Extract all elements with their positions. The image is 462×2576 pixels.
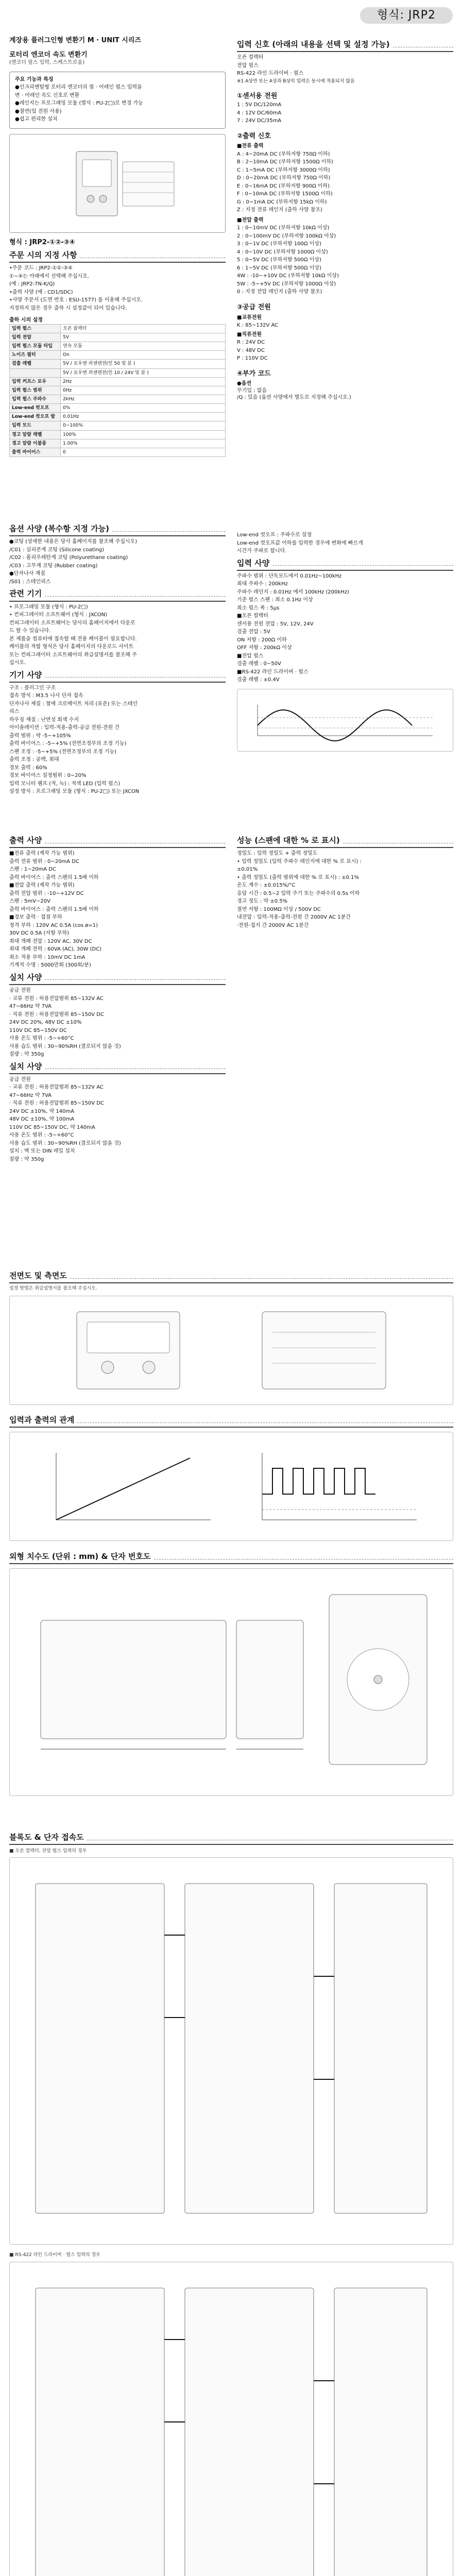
ordering-line: •사양 주문서 (도면 번호 : ESU-1577) 를 이용해 주십시오. [9, 297, 143, 303]
table-cell: 5V / 로우엔 퍼센텐전(인 50 및 분 ) [61, 360, 226, 368]
dimensions-header [9, 1551, 453, 1564]
ordering-line: 지정하지 않은 경우 출하 시 설정값이 되어 있습니다. [9, 305, 127, 311]
general-header [9, 670, 226, 683]
product-image [9, 134, 226, 233]
power-title: ③공급 전원 [237, 303, 271, 311]
front-panel-title: 전면도 및 측면도 [9, 1271, 67, 1280]
output-subtitle: ■전류 출력 [237, 143, 264, 149]
output-spec-items [9, 850, 226, 969]
performance-title: 성능 (스팬에 대한 % 로 표시) [237, 836, 340, 845]
output-spec-item: 스팬 : 5mV~20V [9, 899, 50, 905]
sensor-title: ①센서용 전원 [237, 92, 278, 100]
install-dc-title: 실치 사양 [9, 1061, 42, 1071]
input-spec-item: ■오픈 컬렉터 [237, 613, 268, 619]
io-relation-header [9, 1415, 453, 1428]
general-title: 기기 사양 [9, 670, 42, 680]
block-figure-2 [9, 2262, 453, 2576]
output-items [237, 151, 453, 214]
ordering-table [9, 324, 226, 457]
general-item: 단자나사 재질 : 철에 크로메이트 처리 (표준) 또는 스테인 [9, 701, 138, 707]
power-dc-item: V : 48V DC [237, 347, 265, 353]
table-row [10, 342, 226, 351]
install-dc-items [9, 1076, 226, 1163]
install-dc-item: · 직류 전원 : 허용전압범위 85~150V DC [9, 1100, 104, 1107]
output-spec-title: 출력 사양 [9, 836, 42, 845]
output-spec-item: ■전압 출력 (제작 가능 범위) [9, 883, 75, 889]
table-row [10, 413, 226, 421]
related-header [9, 588, 226, 601]
voltage-subtitle: ■전압 출력 [237, 217, 264, 223]
section-divider [80, 252, 226, 258]
option-spec-item: ●코팅 (상세한 내용은 당사 홈페이지를 참조해 주십시오) [9, 539, 138, 545]
input-signal-line: 전압 펄스 [237, 62, 259, 69]
section-divider [154, 1554, 454, 1560]
related-item: • 프로그래밍 모듈 (형식 : PU-2□) [9, 604, 88, 610]
table-row [10, 351, 226, 360]
output-item: G : 0~1mA DC (부하저항 15kΩ 이하) [237, 199, 327, 205]
table-cell: 입력 커프스 로우 [10, 377, 61, 386]
table-cell: 경고 알람 이불릉 [10, 439, 61, 448]
table-cell: 입력 펄스 [10, 324, 61, 333]
block-subtitle-1: ■ 오픈 컬렉터, 전압 펄스 입력의 경우 [9, 1849, 87, 1854]
general-item: 경보 바이어스 설정범위 : 0~20% [9, 773, 87, 779]
input-spec-item: ON 저항 : 200Ω 이하 [237, 637, 287, 643]
power-dc-item: R : 24V DC [237, 340, 265, 346]
related-item: 본 제품을 컴퓨터에 접속할 때 전용 케이블이 필요합니다. [9, 636, 137, 642]
power-ac-item: K : 85~132V AC [237, 323, 279, 329]
power-dc-item: P : 110V DC [237, 355, 268, 362]
input-signal-line: 오픈 컬렉터 [237, 55, 264, 61]
table-cell: 노이즈 필터 [10, 351, 61, 360]
general-item: 리스 [9, 709, 20, 715]
spec-right-col [237, 520, 453, 796]
output-spec-item: 출력 바이어스 : 출력 스팬의 1.5배 이하 [9, 906, 99, 912]
performance-item: 경고 정도 : 약 ±0.5% [237, 899, 288, 905]
option-sub1: ●옵션 [237, 381, 252, 387]
table-row [10, 360, 226, 368]
table-cell: 100% [61, 430, 226, 439]
related-item: 케이블의 적합 형식은 당사 홈페이지의 다운로드 사이트 [9, 644, 134, 650]
table-cell: 0~100% [61, 421, 226, 430]
general-item: 접속 방식 : M3.5 나사 단자 접속 [9, 693, 83, 699]
table-cell: 입력 펄스 모듈 타입 [10, 342, 61, 351]
install-ac-item: 공급 전원 [9, 988, 31, 993]
power-dc-title: ■직류전원 [237, 331, 262, 337]
output-item: D : 0~20mA DC (부하저항 750Ω 이하) [237, 175, 331, 181]
voltage-item: 5W : -5~+5V DC (부하저항 1000Ω 이상) [237, 281, 336, 287]
input-signal-lines [237, 54, 453, 84]
features-list [15, 84, 220, 123]
voltage-item: 1 : 0~10mV DC (부하저항 10kΩ 이상) [237, 225, 330, 231]
product-desc: (엔코더 펄스 입력, 스케스트로움) [9, 60, 85, 66]
ordering-line: (예 : JRP2-7N-K/Q) [9, 281, 55, 287]
power-ac-title: ■교류전원 [237, 314, 262, 320]
ordering-line: ①~④는 아래에서 선택해 주십시오. [9, 273, 89, 279]
option-spec-items [9, 538, 226, 585]
table-cell: 2Hz [61, 377, 226, 386]
table-cell: 오픈 콜렉터 [61, 324, 226, 333]
output-spec-item: 정격 부하 : 120V AC 0.5A (cos ø=1) [9, 922, 98, 928]
input-waveform-figure [237, 689, 453, 752]
output-item: E : 0~16mA DC (부하저항 900Ω 이하) [237, 183, 330, 189]
section-divider [45, 591, 226, 597]
dimensions-figure [9, 1568, 453, 1796]
output-item: B : 2~10mA DC (부하저항 1500Ω 이하) [237, 159, 333, 165]
performance-item: ±0.01% [237, 867, 258, 873]
voltage-item: 2 : 0~100mV DC (부하저항 100kΩ 이상) [237, 233, 336, 239]
table-row [10, 324, 226, 333]
io-relation-figure [9, 1432, 453, 1541]
option-spec-item: /C03 : 고무계 코팅 (Rubber coating) [9, 563, 98, 569]
output-col [9, 832, 226, 1164]
sensor-item: 4 : 12V DC/60mA [237, 110, 282, 116]
io-relation-diagram [25, 1437, 437, 1535]
output-spec-item: ■경보 출력 · 접점 부하 [9, 914, 62, 921]
ordering-title: 주문 시의 지정 사항 [9, 250, 77, 260]
table-cell: 1.00% [61, 439, 226, 448]
table-cell: 입력 펄스 범위 [10, 386, 61, 395]
performance-item: ·전원-접지 간 2000V AC 1분간 [237, 922, 309, 928]
table-cell: 검출 레벨 [10, 360, 61, 368]
section-divider [393, 42, 453, 47]
voltage-item: 5 : 0~5V DC (부하저항 500Ω 이상) [237, 257, 321, 263]
sensor-items [237, 101, 453, 125]
front-panel-figure [9, 1296, 453, 1405]
install-dc-item: · 교류 전원 : 허용전압범위 85~132V AC [9, 1084, 104, 1091]
output-spec-item: 최대 개폐 전력 : 60VA (AC), 30W (DC) [9, 946, 102, 953]
install-dc-item: 질량 : 약 350g [9, 1156, 44, 1162]
table-cell: Low-end 컷오프 발 [10, 413, 61, 421]
related-title: 관련 기기 [9, 589, 42, 599]
table-row [10, 421, 226, 430]
table-row [10, 448, 226, 456]
power-dc-items [237, 339, 453, 362]
install-ac-item: 사용 온도 범위 : -5~+60°C [9, 1036, 74, 1041]
left-column [9, 36, 226, 457]
front-panel-diagram [46, 1301, 417, 1399]
option-spec-title: 옵션 사양 (복수항 지정 가능) [9, 524, 109, 533]
performance-item: • 입력 정밀도 (입력 주파수 레인지에 대한 % 로 표시) : [237, 858, 362, 865]
related-item: 십시오. [9, 660, 26, 666]
front-panel-subtitle: 설정 방법은 취급설명서를 참조해 주십시오. [9, 1286, 97, 1292]
io-relation-title: 입력과 출력의 관계 [9, 1415, 75, 1425]
table-row [10, 439, 226, 448]
install-ac-items [9, 987, 226, 1058]
section-divider [45, 672, 226, 677]
ordering-line: •주문 코드 : JRP2-①②-③④ [9, 265, 73, 272]
related-item: 또는 컨피그레이터 소프트웨어의 취급설명서를 참조해 주 [9, 652, 137, 658]
table-cell: Low-end 컷오프 [10, 404, 61, 413]
feature-line: ●레인지는 프로그래밍 모듈 (별식 : PU-2□)로 변경 가능 [15, 100, 143, 107]
voltage-items [237, 225, 453, 296]
general-item: 설정 방식 : 프로그래밍 모듈 (형식 : PU-2□) 또는 JXCON [9, 789, 140, 795]
performance-col [237, 832, 453, 1164]
feature-line: 변 · 어레인 속도 신호로 변환 [15, 92, 80, 98]
input-spec-item: OFF 저항 : 200kΩ 이상 [237, 645, 292, 651]
table-row [10, 395, 226, 404]
table-row [10, 386, 226, 395]
section-divider [112, 526, 226, 532]
general-item: 스팬 조정 : -5~+5% (전면조정부의 조정 기능) [9, 749, 117, 755]
section-divider [45, 838, 226, 843]
table-cell [10, 368, 61, 377]
spec-block-2-columns [9, 832, 453, 1164]
input-spec-item: 검출 레벨 : 0~50V [237, 661, 281, 667]
option-spec-item: /C01 : 실리콘계 코팅 (Silicone coating) [9, 547, 105, 553]
spec-block-1 [9, 520, 453, 796]
related-item: 드 할 수 있습니다. [9, 628, 51, 634]
section-divider [45, 1063, 226, 1069]
product-illustration [40, 142, 195, 225]
block-diagram-2 [20, 2267, 442, 2576]
header [0, 0, 462, 32]
table-cell: 0% [61, 404, 226, 413]
output-spec-item: 출력 전압 범위 : -10~+12V DC [9, 890, 84, 896]
general-item: 구조 : 플러그인 구조 [9, 685, 56, 691]
output-item: F : 0~10mA DC (부하저항 1500Ω 이하) [237, 191, 333, 197]
section-divider [343, 838, 453, 843]
product-title: 로터리 엔코더 속도 변환기 [9, 50, 88, 59]
install-dc-item: 공급 전원 [9, 1076, 31, 1082]
input-spec-item: 기준 펄스 스팬 : 최소 0.1Hz 이상 [237, 597, 313, 603]
voltage-item: 4 : 0~10V DC (부하저항 1000Ω 이상) [237, 249, 328, 255]
block-diagram-1 [20, 1863, 442, 2239]
install-ac-item: 47~66Hz 약 7VA [9, 1004, 52, 1009]
install-ac-item: 110V DC 85~150V DC [9, 1027, 67, 1033]
right-column [237, 36, 453, 401]
option-spec-item: /S01 : 스테인리스 [9, 579, 51, 585]
output-spec-item: 출력 바이어스 : 출력 스팬의 1.5배 이하 [9, 874, 99, 880]
feature-line: ●절연(입 전원 사용) [15, 108, 62, 114]
voltage-item: 4W : -10~+10V DC (부하저항 10kΩ 이상) [237, 273, 339, 279]
output-spec-item: 출력 전류 범위 : 0~20mA DC [9, 858, 79, 865]
input-spec-item: 검출 레벨 : ±0.4V [237, 677, 280, 683]
general-item: 아이솔레이션 : 입력-적용-출력-공급 전원-전원 간 [9, 725, 120, 731]
general-item: 입력 모니터 램프 (적, 녹) : 적색 LED (입력 펄스) [9, 781, 121, 787]
section-divider [45, 974, 226, 980]
section-divider [70, 1273, 453, 1279]
ordering-line: •출력 사양 (예 : CD1/SDC) [9, 289, 73, 295]
block-section [9, 1829, 453, 2576]
install-dc-item: 설치 : 벽 또는 DIN 레일 설치 [9, 1148, 75, 1155]
output-spec-header [9, 835, 226, 848]
general-item: 경보 출력 : 60% [9, 765, 47, 771]
option-spec-header [9, 523, 226, 536]
input-spec-item: 센서용 전원 전압 : 5V, 12V, 24V [237, 621, 314, 627]
table-row [10, 377, 226, 386]
spec-left-col [9, 520, 226, 796]
table-cell: 5V [61, 333, 226, 342]
dimensions-section [9, 1548, 453, 1796]
install-dc-item: 사용 습도 범위 : 30~90%RH (결로되지 않을 것) [9, 1140, 121, 1146]
series-title: 계장용 플러그인형 변환기 M · UNIT 시리즈 [9, 37, 141, 44]
install-ac-item: 질량 : 약 350g [9, 1052, 44, 1057]
option-sub2: 무기입 : 없음 [237, 387, 267, 394]
input-spec-item: 최대 주파수 : 200kHz [237, 581, 288, 587]
install-ac-title: 실치 사양 [9, 972, 42, 982]
input-spec-header [237, 558, 453, 571]
table-cell: 입력 모드 [10, 421, 61, 430]
features-box [9, 72, 226, 129]
feature-line: ●인크리멘털형 로터리 엔코더의 펄 · 어레인 펄스 입력을 [15, 84, 142, 91]
output-spec-item: 기계적 수명 : 5000만회 (300회/분) [9, 962, 91, 969]
front-panel-header [9, 1270, 453, 1283]
input-spec-item: 최소 펄스 폭 : 5μs [237, 605, 280, 611]
spec-block-2 [9, 832, 453, 1164]
output-title: ②출력 신호 [237, 132, 271, 140]
block-subtitle-2: ■ RS-422 라인 드라이버 · 펄스 입력의 경우 [9, 2252, 100, 2258]
option-spec-item: ●단자나사 재질 [9, 571, 45, 577]
model-label: 형식: JRP2 [360, 7, 453, 24]
output-spec-item: 30V DC 0.5A (저항 부하) [9, 930, 70, 937]
spec-block-1-columns [9, 520, 453, 796]
general-item: 출력 범위 : 약 -5~+105% [9, 733, 71, 739]
option-spec-right-line: Low-end 컷오프 : 주파수로 설정 [237, 532, 312, 538]
performance-item: • 출력 정밀도 (출력 범위에 대한 % 로 표시) : ±0.1% [237, 874, 360, 880]
dimensions-title: 외형 치수도 (단위 : mm) & 단자 번호도 [9, 1552, 151, 1561]
input-spec-items [237, 573, 453, 684]
section-divider [272, 560, 453, 566]
performance-item: 절연 저항 : 100MΩ 이상 / 500V DC [237, 906, 321, 912]
input-spec-item: 주파수 범위 : 단독모드에서 0.01Hz~100kHz [237, 573, 342, 579]
install-ac-item: · 교류 전원 : 허용전압범위 85~132V AC [9, 995, 104, 1002]
front-panel-section [9, 1267, 453, 1405]
table-cell: 0 [61, 448, 226, 456]
performance-item: 응답 시간 : 0.5~2 입력 주기 또는 주파수의 0.5s 이하 [237, 890, 360, 896]
ordering-table-title: 출하 시의 설정 [9, 317, 43, 324]
voltage-item: 6 : 1~5V DC (부하저항 500Ω 이상) [237, 265, 321, 271]
input-spec-title: 입력 사양 [237, 558, 270, 568]
block-figure-1 [9, 1857, 453, 2245]
output-spec-item: 스팬 : 1~20mA DC [9, 867, 56, 873]
performance-item: 정밀도 : 입력 정밀도 + 출력 정밀도 [237, 851, 318, 857]
table-row [10, 430, 226, 439]
general-item: 하우징 재질 : 난연성 회색 수지 [9, 717, 79, 723]
install-dc-item: 사용 온도 범위 : -5~+60°C [9, 1132, 74, 1139]
power-ac-items [237, 322, 453, 329]
table-cell: On [61, 351, 226, 360]
input-spec-item: ■전압 펄스 [237, 653, 264, 659]
install-dc-item: 24V DC ±10%, 약 140mA [9, 1108, 75, 1114]
ordering-section-header [9, 250, 226, 263]
table-row [10, 333, 226, 342]
input-spec-item: ■RS-422 라인 드라이버 · 펄스 [237, 669, 309, 675]
table-cell: 입력 펄스 주파수 [10, 395, 61, 404]
input-signal-header [237, 39, 453, 52]
option-spec-right-line: 시간가 주파로 합니다. [237, 548, 287, 554]
output-spec-item: 최소 적용 부하 : 10mV DC 1mA [9, 954, 85, 960]
table-cell: 연속 모듈 [61, 342, 226, 351]
table-cell: 2kHz [61, 395, 226, 404]
voltage-item: 0 : 지정 전압 레인지 (출하 사양 참조) [237, 289, 322, 295]
install-dc-item: 110V DC 85~150V DC, 약 140mA [9, 1124, 95, 1130]
feature-line: ●쉽고 편리한 설치 [15, 116, 58, 123]
input-signal-line: RS-422 라인 드라이버 · 펄스 [237, 71, 304, 77]
related-item: 컨피그레이터 소프트웨어는 당사의 홈페이지에서 다운로 [9, 620, 135, 626]
input-signal-note: ※1 A상만 또는 A상과 B상의 입력은 동시에 적용되지 않음 [237, 78, 355, 84]
table-cell: 경고 알람 레벨 [10, 430, 61, 439]
performance-item: 온도 계수 : ±0.015%/°C [237, 883, 296, 889]
input-spec-item: 주파수 레인지 : 0.01Hz 에서 100kHz (200kHz) [237, 589, 349, 595]
related-items [9, 604, 226, 667]
section-divider [77, 1417, 453, 1423]
option-spec-item: /C02 : 폴리우레탄계 코팅 (Polyurethane coating) [9, 555, 128, 561]
general-items [9, 685, 226, 795]
performance-items [237, 850, 453, 929]
table-cell: 0.01Hz [61, 413, 226, 421]
option-sub3: /Q : 있음 (옵션 사양에서 별도로 지정해 주십시오.) [237, 395, 351, 401]
table-cell: 5V / 로우엔 퍼센텐전(인 10 / 24V 및 분 ) [61, 368, 226, 377]
output-item: Z : 지정 전류 레인지 (출하 사양 참조) [237, 207, 322, 213]
input-spec-item: 검출 전압 : 5V [237, 629, 270, 635]
general-item: 출력 바이어스 : -5~+5% (전면조정부의 조정 기능) [9, 741, 127, 747]
option-spec-right-lines [237, 532, 453, 555]
install-ac-header [9, 972, 226, 985]
table-row [10, 404, 226, 413]
install-ac-item: 사용 습도 범위 : 30~90%RH (결로되지 않을 것) [9, 1043, 121, 1049]
block-header [9, 1832, 453, 1845]
table-cell: 입력 전압 [10, 333, 61, 342]
option-spec-right-line: Low-end 컷오프값 이하를 입력한 경우에 변화에 빠르게 [237, 540, 363, 546]
table-row [10, 368, 226, 377]
section-divider [87, 1835, 453, 1840]
output-item: C : 1~5mA DC (부하저항 3000Ω 이하) [237, 167, 330, 173]
ordering-lines [9, 265, 226, 312]
install-dc-item: 48V DC ±10%, 약 100mA [9, 1116, 75, 1123]
install-dc-item: 47~66Hz 약 7VA [9, 1092, 52, 1098]
features-title: 주요 기능과 특징 [15, 76, 54, 82]
output-spec-item: ■전류 출력 (제작 가능 범위) [9, 851, 75, 857]
table-cell: 출력 바이어스 [10, 448, 61, 456]
voltage-item: 3 : 0~1V DC (부하저항 100Ω 이상) [237, 241, 321, 247]
general-item: 출력 조정 : 공백, 최대 [9, 757, 59, 763]
input-signal-title: 입력 신호 (아래의 내용을 선택 및 설정 가능) [237, 40, 390, 49]
sensor-item: 7 : 24V DC/35mA [237, 118, 282, 124]
input-waveform [247, 694, 443, 746]
dimensions-diagram [20, 1574, 442, 1790]
performance-header [237, 835, 453, 848]
output-item: A : 4~20mA DC (부하저항 750Ω 이하) [237, 151, 330, 157]
table-cell: 0Hz [61, 386, 226, 395]
install-ac-item: 24V DC 20%, 48V DC ±10% [9, 1020, 82, 1025]
install-ac-item: · 직류 전원 : 허용전압범위 85~150V DC [9, 1011, 104, 1018]
output-spec-item: 최대 개폐 전압 : 120V AC, 30V DC [9, 938, 92, 944]
related-item: • 컨피그레이터 소프트웨어 (형식 : JXCON) [9, 612, 107, 618]
option-title: ④부가 코드 [237, 369, 271, 378]
io-relation-section [9, 1412, 453, 1541]
performance-item: 내전압 : 입력-적용-출력-전원 간 2000V AC 1분간 [237, 914, 351, 921]
type-label: 형식 : JRP2-①②-③④ [9, 238, 75, 246]
sensor-item: 1 : 5V DC/120mA [237, 102, 282, 108]
block-title: 블록도 & 단자 접속도 [9, 1833, 84, 1842]
install-dc-header [9, 1061, 226, 1074]
